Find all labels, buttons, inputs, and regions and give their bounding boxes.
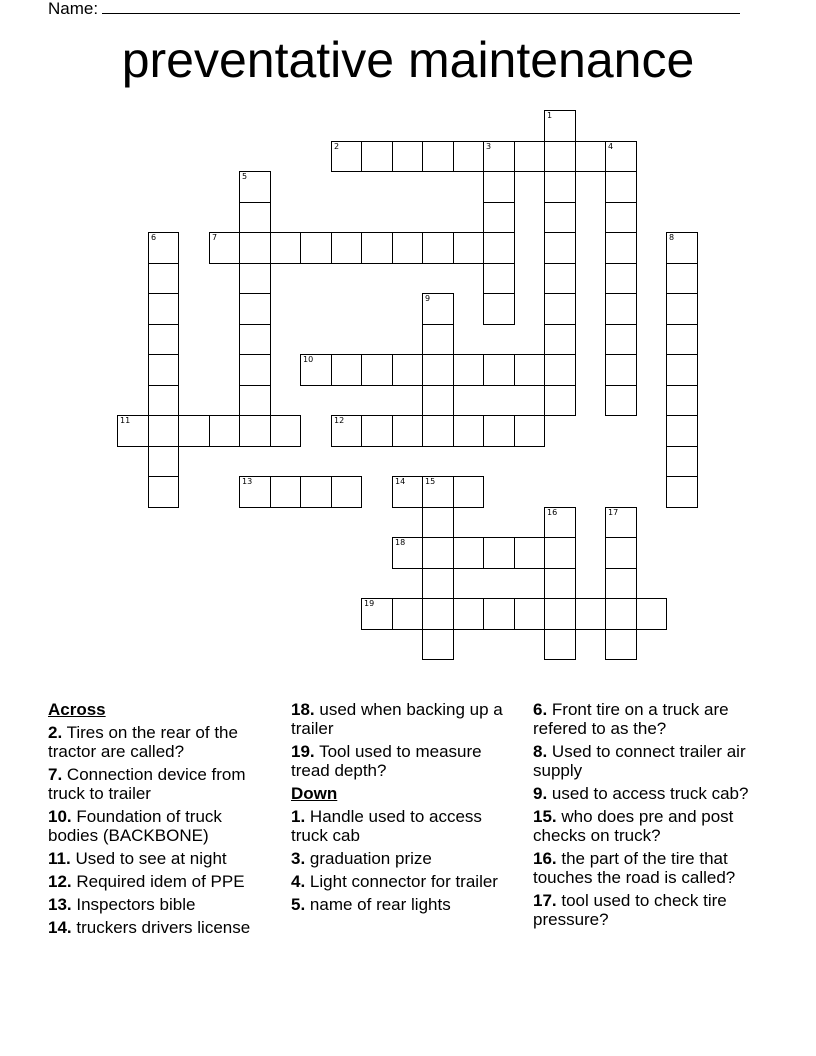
clue-text: Front tire on a truck are refered to as the? — [533, 700, 729, 738]
crossword-cell[interactable] — [544, 598, 576, 630]
clue-number: 12. — [48, 872, 72, 891]
crossword-cell[interactable] — [544, 141, 576, 172]
crossword-cell[interactable] — [636, 598, 667, 630]
cell-number: 4 — [608, 142, 614, 151]
clue-across-10 — [48, 807, 273, 845]
crossword-cell[interactable] — [239, 385, 271, 416]
clue-text: Required idem of PPE — [76, 872, 245, 891]
crossword-cell[interactable] — [331, 354, 362, 386]
clue-number: 15. — [533, 807, 557, 826]
crossword-cell[interactable] — [117, 415, 149, 447]
clue-text: Light connector for trailer — [309, 872, 498, 891]
crossword-cell[interactable] — [148, 324, 179, 355]
clue-text: used when backing up a trailer — [291, 700, 503, 738]
down-heading: Down — [291, 784, 338, 803]
crossword-cell[interactable] — [392, 232, 423, 264]
clue-number: 17. — [533, 891, 557, 910]
clue-text: Handle used to access truck cab — [291, 807, 482, 845]
crossword-cell[interactable] — [422, 415, 454, 447]
crossword-cell[interactable] — [392, 354, 423, 386]
crossword-cell[interactable] — [300, 476, 332, 508]
crossword-cell[interactable] — [422, 507, 454, 538]
crossword-cell[interactable] — [575, 141, 606, 172]
crossword-cell[interactable] — [239, 232, 271, 264]
across-heading: Across — [48, 700, 106, 719]
clue-number: 18. — [291, 700, 315, 719]
crossword-cell[interactable] — [270, 232, 301, 264]
clue-column-3 — [533, 700, 773, 933]
cell-number: 12 — [334, 416, 345, 425]
clue-number: 13. — [48, 895, 72, 914]
clue-down-3 — [291, 849, 519, 868]
crossword-cell[interactable] — [514, 415, 545, 447]
crossword-cell[interactable] — [575, 598, 606, 630]
crossword-cell[interactable] — [605, 385, 637, 416]
crossword-cell[interactable] — [270, 415, 301, 447]
crossword-cell[interactable] — [666, 354, 698, 386]
crossword-cell[interactable] — [331, 141, 362, 172]
crossword-cell[interactable] — [361, 232, 393, 264]
crossword-cell[interactable] — [605, 324, 637, 355]
crossword-cell[interactable] — [239, 354, 271, 386]
crossword-cell[interactable] — [544, 324, 576, 355]
cell-number: 9 — [425, 294, 431, 303]
clue-number: 10. — [48, 807, 72, 826]
clue-down-15 — [533, 807, 773, 845]
crossword-cell[interactable] — [605, 232, 637, 264]
clue-down-1 — [291, 807, 519, 845]
clue-number: 14. — [48, 918, 72, 937]
crossword-cell[interactable] — [239, 476, 271, 508]
crossword-cell[interactable] — [422, 537, 454, 569]
crossword-cell[interactable] — [544, 202, 576, 233]
clue-text: Used to see at night — [75, 849, 227, 868]
crossword-cell[interactable] — [453, 415, 484, 447]
crossword-cell[interactable] — [605, 171, 637, 203]
clue-down-6 — [533, 700, 773, 738]
clue-number: 11. — [48, 849, 71, 868]
crossword-cell[interactable] — [605, 141, 637, 172]
crossword-cell[interactable] — [361, 354, 393, 386]
name-field[interactable] — [48, 0, 740, 19]
crossword-cell[interactable] — [422, 598, 454, 630]
crossword-cell[interactable] — [270, 476, 301, 508]
crossword-cell[interactable] — [666, 415, 698, 447]
clue-number: 8. — [533, 742, 548, 761]
crossword-cell[interactable] — [422, 232, 454, 264]
clue-across-11 — [48, 849, 273, 868]
crossword-cell[interactable] — [239, 293, 271, 325]
crossword-cell[interactable] — [514, 598, 545, 630]
crossword-cell[interactable] — [483, 293, 515, 325]
cell-number: 13 — [242, 477, 253, 486]
clue-across-18 — [291, 700, 519, 738]
clue-number: 19. — [291, 742, 315, 761]
crossword-cell[interactable] — [422, 141, 454, 172]
crossword-cell[interactable] — [239, 324, 271, 355]
clue-across-2 — [48, 723, 273, 761]
cell-number: 7 — [212, 233, 218, 242]
clue-text: Connection device from truck to trailer — [48, 765, 246, 803]
cell-number: 3 — [486, 142, 492, 151]
crossword-cell[interactable] — [483, 354, 515, 386]
crossword-cell[interactable] — [544, 171, 576, 203]
crossword-cell[interactable] — [605, 263, 637, 294]
crossword-cell[interactable] — [483, 537, 515, 569]
crossword-cell[interactable] — [178, 415, 210, 447]
cell-number: 5 — [242, 172, 248, 181]
clue-across-12 — [48, 872, 273, 891]
page-title: preventative maintenance — [121, 32, 695, 88]
crossword-cell[interactable] — [331, 476, 362, 508]
crossword-cell[interactable] — [392, 141, 423, 172]
crossword-cell[interactable] — [361, 141, 393, 172]
clue-number: 5. — [291, 895, 306, 914]
clue-down-9 — [533, 784, 773, 803]
crossword-cell[interactable] — [453, 476, 484, 508]
crossword-cell[interactable] — [422, 629, 454, 660]
crossword-cell[interactable] — [422, 293, 454, 325]
crossword-cell[interactable] — [148, 446, 179, 477]
crossword-cell[interactable] — [605, 629, 637, 660]
crossword-cell[interactable] — [453, 232, 484, 264]
cell-number: 10 — [303, 355, 314, 364]
crossword-cell[interactable] — [148, 354, 179, 386]
crossword-cell[interactable] — [148, 232, 179, 264]
cell-number: 8 — [669, 233, 675, 242]
name-blank-line[interactable] — [102, 0, 740, 14]
clue-number: 2. — [48, 723, 63, 742]
cell-number: 18 — [395, 538, 406, 547]
crossword-cell[interactable] — [361, 415, 393, 447]
crossword-cell[interactable] — [666, 324, 698, 355]
clue-number: 1. — [291, 807, 306, 826]
crossword-cell[interactable] — [148, 293, 179, 325]
clue-across-7 — [48, 765, 273, 803]
crossword-cell[interactable] — [483, 171, 515, 203]
clue-text: used to access truck cab? — [551, 784, 749, 803]
crossword-cell[interactable] — [453, 598, 484, 630]
clue-text: truckers drivers license — [76, 918, 251, 937]
crossword-cell[interactable] — [544, 385, 576, 416]
crossword-cell[interactable] — [148, 415, 179, 447]
crossword-cell[interactable] — [544, 110, 576, 142]
name-label: Name: — [48, 0, 99, 18]
cell-number: 16 — [547, 508, 558, 517]
cell-number: 6 — [151, 233, 157, 242]
crossword-cell[interactable] — [544, 629, 576, 660]
crossword-cell[interactable] — [666, 476, 698, 508]
clue-down-8 — [533, 742, 773, 780]
clue-number: 3. — [291, 849, 306, 868]
crossword-cell[interactable] — [392, 537, 423, 569]
crossword-cell[interactable] — [483, 232, 515, 264]
clue-text: Used to connect trailer air supply — [533, 742, 746, 780]
crossword-cell[interactable] — [514, 537, 545, 569]
crossword-cell[interactable] — [605, 598, 637, 630]
crossword-cell[interactable] — [453, 141, 484, 172]
clue-down-5 — [291, 895, 519, 914]
crossword-cell[interactable] — [453, 537, 484, 569]
crossword-cell[interactable] — [331, 232, 362, 264]
crossword-cell[interactable] — [209, 415, 240, 447]
clue-down-17 — [533, 891, 773, 929]
crossword-cell[interactable] — [605, 507, 637, 538]
crossword-cell[interactable] — [239, 202, 271, 233]
crossword-cell[interactable] — [544, 293, 576, 325]
crossword-cell[interactable] — [483, 263, 515, 294]
cell-number: 17 — [608, 508, 619, 517]
crossword-cell[interactable] — [544, 568, 576, 599]
crossword-cell[interactable] — [300, 354, 332, 386]
crossword-cell[interactable] — [331, 415, 362, 447]
crossword-cell[interactable] — [148, 385, 179, 416]
clue-text: Tires on the rear of the tractor are called? — [48, 723, 238, 761]
crossword-cell[interactable] — [453, 354, 484, 386]
clue-text: tool used to check tire pressure? — [533, 891, 727, 929]
crossword-cell[interactable] — [422, 385, 454, 416]
crossword-cell[interactable] — [544, 354, 576, 386]
crossword-cell[interactable] — [544, 507, 576, 538]
crossword-cell[interactable] — [209, 232, 240, 264]
crossword-cell[interactable] — [148, 263, 179, 294]
crossword-cell[interactable] — [544, 263, 576, 294]
clue-across-19 — [291, 742, 519, 780]
crossword-cell[interactable] — [361, 598, 393, 630]
crossword-cell[interactable] — [666, 293, 698, 325]
crossword-cell[interactable] — [239, 263, 271, 294]
cell-number: 15 — [425, 477, 436, 486]
clue-number: 4. — [291, 872, 306, 891]
clue-down-16 — [533, 849, 773, 887]
clue-number: 16. — [533, 849, 557, 868]
crossword-cell[interactable] — [422, 324, 454, 355]
crossword-cell[interactable] — [392, 476, 423, 508]
clue-text: Foundation of truck bodies (BACKBONE) — [48, 807, 222, 845]
crossword-cell[interactable] — [483, 415, 515, 447]
crossword-cell[interactable] — [605, 202, 637, 233]
clue-across-14 — [48, 918, 273, 937]
crossword-cell[interactable] — [666, 446, 698, 477]
clue-text: Inspectors bible — [76, 895, 196, 914]
crossword-cell[interactable] — [605, 537, 637, 569]
cell-number: 1 — [547, 111, 553, 120]
crossword-cell[interactable] — [544, 232, 576, 264]
clue-text: the part of the tire that touches the road is called? — [533, 849, 736, 887]
crossword-cell[interactable] — [666, 385, 698, 416]
clue-number: 7. — [48, 765, 63, 784]
crossword-cell[interactable] — [300, 232, 332, 264]
clue-text: who does pre and post checks on truck? — [533, 807, 734, 845]
crossword-cell[interactable] — [605, 568, 637, 599]
cell-number: 19 — [364, 599, 375, 608]
cell-number: 11 — [120, 416, 131, 425]
crossword-cell[interactable] — [422, 476, 454, 508]
clue-column-1 — [48, 700, 273, 941]
clue-column-2 — [291, 700, 519, 918]
clue-text: graduation prize — [309, 849, 432, 868]
clue-text: name of rear lights — [309, 895, 451, 914]
crossword-cell[interactable] — [666, 232, 698, 264]
crossword-cell[interactable] — [514, 354, 545, 386]
crossword-cell[interactable] — [422, 568, 454, 599]
crossword-cell[interactable] — [392, 415, 423, 447]
crossword-cell[interactable] — [605, 293, 637, 325]
crossword-cell[interactable] — [483, 202, 515, 233]
clue-across-13 — [48, 895, 273, 914]
clue-number: 6. — [533, 700, 548, 719]
cell-number: 2 — [334, 142, 340, 151]
crossword-cell[interactable] — [544, 537, 576, 569]
crossword-cell[interactable] — [148, 476, 179, 508]
clue-down-4 — [291, 872, 519, 891]
cell-number: 14 — [395, 477, 406, 486]
crossword-cell[interactable] — [422, 354, 454, 386]
crossword-cell[interactable] — [605, 354, 637, 386]
crossword-cell[interactable] — [239, 171, 271, 203]
crossword-cell[interactable] — [514, 141, 545, 172]
crossword-cell[interactable] — [483, 598, 515, 630]
crossword-cell[interactable] — [666, 263, 698, 294]
clue-text: Tool used to measure tread depth? — [291, 742, 482, 780]
clue-number: 9. — [533, 784, 548, 803]
crossword-cell[interactable] — [392, 598, 423, 630]
crossword-cell[interactable] — [239, 415, 271, 447]
crossword-cell[interactable] — [483, 141, 515, 172]
